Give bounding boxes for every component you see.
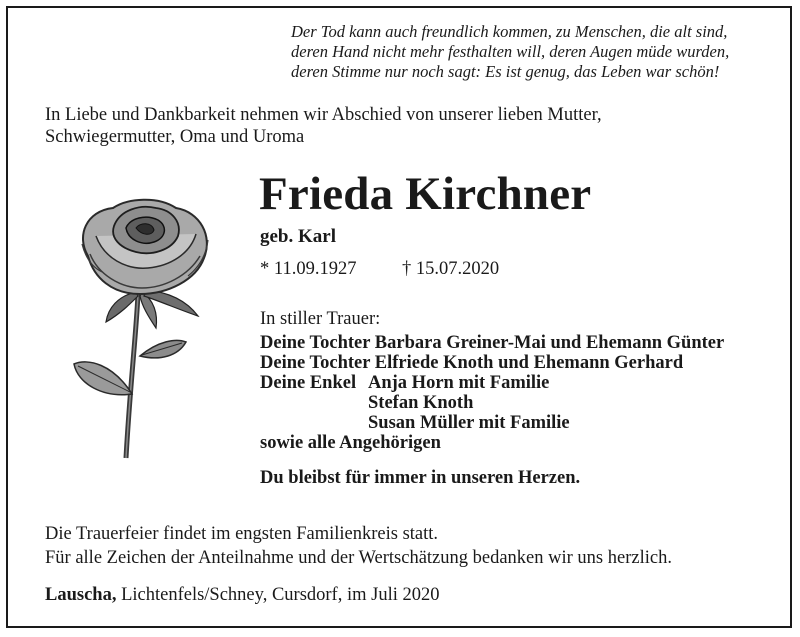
quote-line: deren Hand nicht mehr festhalten will, deren Augen müde wurden, [291, 42, 730, 61]
funeral-line: Für alle Zeichen der Anteilnahme und der Wertschätzung bedanken wir uns herzlich. [45, 548, 672, 568]
intro-text [45, 104, 602, 148]
intro-line: In Liebe und Dankbarkeit nehmen wir Abschied von unserer lieben Mutter, [45, 105, 602, 125]
mourner-name: Susan Müller mit Familie [368, 413, 570, 433]
mourner-row [260, 433, 724, 453]
maiden-name: geb. Karl [260, 226, 336, 247]
mourner-row [260, 333, 724, 353]
mourner-name: sowie alle Angehörigen [260, 433, 441, 453]
funeral-text [45, 522, 672, 570]
quote-line: deren Stimme nur noch sagt: Es ist genug, das Leben war schön! [291, 62, 720, 81]
mourner-row [260, 353, 724, 373]
mourner-row [260, 393, 724, 413]
mourner-row [260, 413, 724, 433]
mourner-relation: Deine Enkel [260, 373, 357, 393]
mourner-row [260, 373, 724, 393]
mourner-name: Deine Tochter Barbara Greiner-Mai und Ehemann Günter [260, 333, 725, 353]
death-date: † 15.07.2020 [402, 259, 500, 279]
place-bold: Lauscha, [45, 585, 117, 605]
quote-block [291, 22, 771, 82]
intro-line: Schwiegermutter, Oma und Uroma [45, 127, 305, 147]
mourning-intro: In stiller Trauer: [260, 309, 381, 329]
mourners-list [260, 333, 724, 453]
mourner-name: Anja Horn mit Familie [368, 373, 550, 393]
rose-icon [68, 196, 218, 461]
funeral-line: Die Trauerfeier findet im engsten Familienkreis statt. [45, 524, 439, 544]
birth-date: * 11.09.1927 [260, 259, 357, 279]
mourner-name: Stefan Knoth [368, 393, 474, 413]
quote-line: Der Tod kann auch freundlich kommen, zu Menschen, die alt sind, [291, 22, 728, 41]
place-rest: Lichtenfels/Schney, Cursdorf, im Juli 2020 [116, 585, 440, 605]
closing-line: Du bleibst für immer in unseren Herzen. [260, 468, 581, 488]
mourner-name: Deine Tochter Elfriede Knoth und Ehemann Gerhard [260, 353, 684, 373]
deceased-name: Frieda Kirchner [259, 168, 592, 220]
place-line [45, 585, 439, 606]
